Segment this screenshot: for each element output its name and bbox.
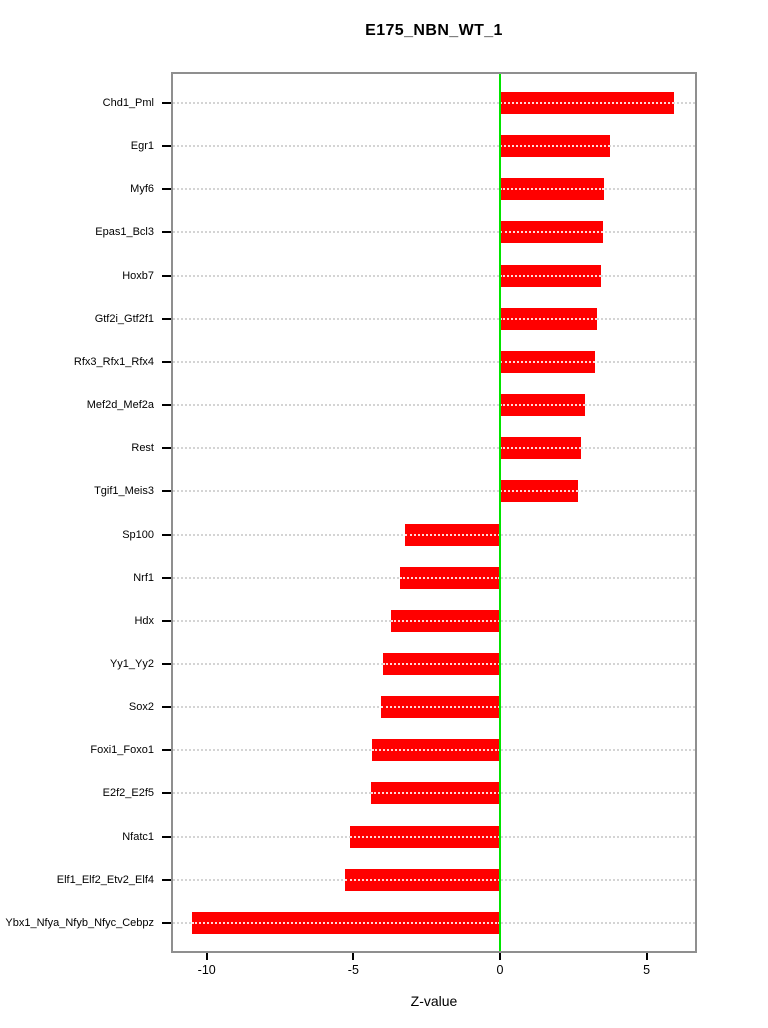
gridline xyxy=(173,490,695,492)
y-tick xyxy=(162,922,171,924)
y-tick xyxy=(162,577,171,579)
bar-myf6 xyxy=(500,178,604,200)
bar-gtf2i_gtf2f1 xyxy=(500,308,597,330)
y-tick-label-hoxb7: Hoxb7 xyxy=(122,269,154,282)
y-tick xyxy=(162,534,171,536)
bar-inner-dash xyxy=(383,663,500,665)
x-tick xyxy=(646,953,648,960)
y-tick xyxy=(162,490,171,492)
bar-sox2 xyxy=(381,696,500,718)
y-tick xyxy=(162,836,171,838)
y-tick xyxy=(162,145,171,147)
bar-nrf1 xyxy=(400,567,500,589)
bar-inner-dash xyxy=(500,361,595,363)
y-tick xyxy=(162,879,171,881)
bar-inner-dash xyxy=(500,318,597,320)
bar-elf1_elf2_etv2_elf4 xyxy=(345,869,500,891)
bar-inner-dash xyxy=(405,534,500,536)
x-tick xyxy=(206,953,208,960)
y-tick xyxy=(162,792,171,794)
bar-inner-dash xyxy=(500,188,604,190)
x-tick-label-0: 0 xyxy=(496,963,504,977)
y-tick-label-sp100: Sp100 xyxy=(122,528,154,541)
bar-inner-dash xyxy=(371,792,500,794)
bar-mef2d_mef2a xyxy=(500,394,585,416)
bar-inner-dash xyxy=(400,577,500,579)
y-tick-label-gtf2i_gtf2f1: Gtf2i_Gtf2f1 xyxy=(94,312,154,325)
y-tick-label-foxi1_foxo1: Foxi1_Foxo1 xyxy=(90,744,154,757)
gridline xyxy=(173,447,695,449)
bar-inner-dash xyxy=(500,231,603,233)
y-tick-label-sox2: Sox2 xyxy=(128,701,154,714)
bar-rfx3_rfx1_rfx4 xyxy=(500,351,595,373)
y-tick xyxy=(162,447,171,449)
gridline xyxy=(173,188,695,190)
y-tick xyxy=(162,318,171,320)
x-tick-label--10: -10 xyxy=(197,963,216,977)
bar-inner-dash xyxy=(500,102,674,104)
gridline xyxy=(173,145,695,147)
x-tick-label--5: -5 xyxy=(347,963,359,977)
bar-ybx1_nfya_nfyb_nfyc_cebpz xyxy=(192,912,500,934)
chart-title: E175_NBN_WT_1 xyxy=(365,22,503,39)
y-tick-label-ybx1_nfya_nfyb_nfyc_cebpz: Ybx1_Nfya_Nfyb_Nfyc_Cebpz xyxy=(5,916,154,929)
gridline xyxy=(173,361,695,363)
y-tick-label-rfx3_rfx1_rfx4: Rfx3_Rfx1_Rfx4 xyxy=(73,355,154,368)
bar-e2f2_e2f5 xyxy=(371,782,500,804)
plot-area xyxy=(171,72,697,953)
y-tick xyxy=(162,620,171,622)
bar-tgif1_meis3 xyxy=(500,480,578,502)
bar-inner-dash xyxy=(381,706,500,708)
gridline xyxy=(173,231,695,233)
gridline xyxy=(173,404,695,406)
y-tick xyxy=(162,749,171,751)
x-tick xyxy=(352,953,354,960)
bar-inner-dash xyxy=(391,620,500,622)
y-tick-label-elf1_elf2_etv2_elf4: Elf1_Elf2_Etv2_Elf4 xyxy=(56,873,154,886)
y-tick-label-yy1_yy2: Yy1_Yy2 xyxy=(109,657,154,670)
bar-epas1_bcl3 xyxy=(500,221,603,243)
x-tick xyxy=(499,953,501,960)
bar-inner-dash xyxy=(192,922,500,924)
bar-hoxb7 xyxy=(500,265,601,287)
bar-inner-dash xyxy=(350,836,500,838)
y-tick-label-e2f2_e2f5: E2f2_E2f5 xyxy=(102,787,154,800)
y-tick-label-tgif1_meis3: Tgif1_Meis3 xyxy=(94,485,154,498)
y-tick-label-epas1_bcl3: Epas1_Bcl3 xyxy=(95,226,154,239)
y-tick-label-rest: Rest xyxy=(131,442,154,455)
bar-inner-dash xyxy=(345,879,500,881)
zero-line xyxy=(499,74,501,951)
bar-inner-dash xyxy=(500,404,585,406)
y-tick xyxy=(162,361,171,363)
y-tick xyxy=(162,102,171,104)
bar-inner-dash xyxy=(500,275,601,277)
y-tick xyxy=(162,663,171,665)
bar-inner-dash xyxy=(372,749,500,751)
y-tick-label-nfatc1: Nfatc1 xyxy=(122,830,154,843)
y-tick-label-egr1: Egr1 xyxy=(130,140,154,153)
y-tick-label-mef2d_mef2a: Mef2d_Mef2a xyxy=(86,399,154,412)
bar-inner-dash xyxy=(500,145,610,147)
y-tick xyxy=(162,275,171,277)
bar-egr1 xyxy=(500,135,610,157)
bar-foxi1_foxo1 xyxy=(372,739,500,761)
y-tick xyxy=(162,404,171,406)
bar-yy1_yy2 xyxy=(383,653,500,675)
bar-chd1_pml xyxy=(500,92,674,114)
bar-nfatc1 xyxy=(350,826,500,848)
y-tick-label-chd1_pml: Chd1_Pml xyxy=(102,97,154,109)
x-axis-title: Z-value xyxy=(410,993,458,1009)
bar-rest xyxy=(500,437,581,459)
y-tick-label-nrf1: Nrf1 xyxy=(133,571,154,584)
bar-hdx xyxy=(391,610,500,632)
bar-sp100 xyxy=(405,524,500,546)
x-tick-label-5: 5 xyxy=(643,963,651,977)
gridline xyxy=(173,275,695,277)
y-tick xyxy=(162,706,171,708)
y-tick xyxy=(162,188,171,190)
y-tick-label-hdx: Hdx xyxy=(134,614,154,627)
bar-inner-dash xyxy=(500,447,581,449)
bar-inner-dash xyxy=(500,490,578,492)
y-tick-label-myf6: Myf6 xyxy=(130,183,154,196)
y-tick xyxy=(162,231,171,233)
gridline xyxy=(173,318,695,320)
